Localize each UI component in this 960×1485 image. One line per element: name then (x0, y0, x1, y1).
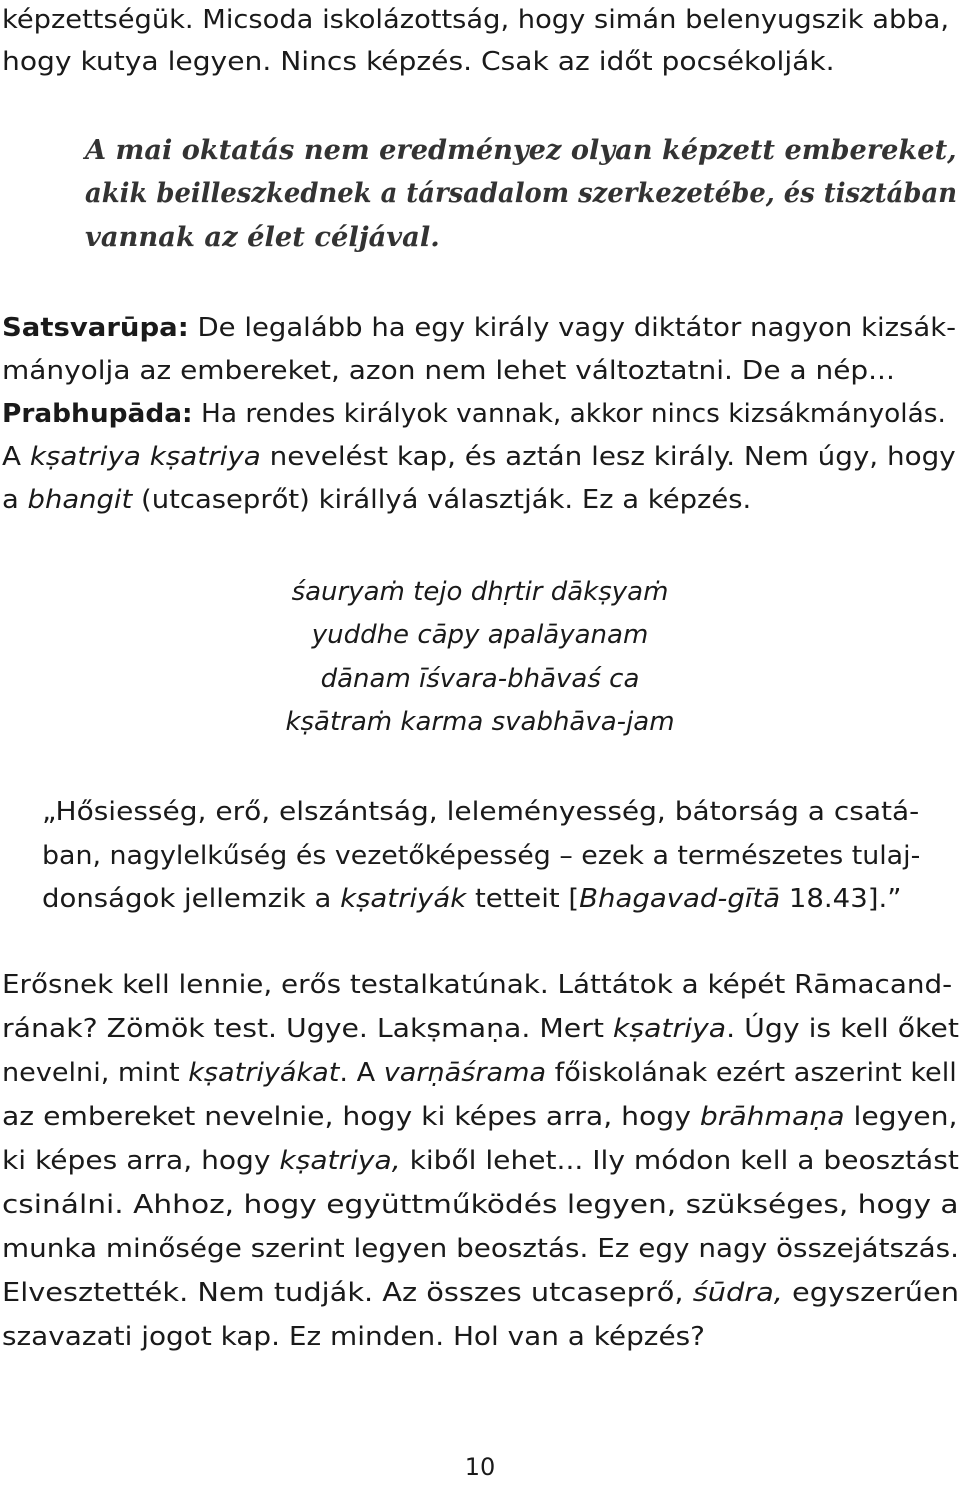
highlight-quote-line: A mai oktatás nem eredményez olyan képzett embereket, (85, 135, 957, 166)
body-text-line: képzettségük. Micsoda iskolázottság, hogy simán belenyugszik abba, (2, 5, 950, 35)
translation-line: ban, nagylelkűség és vezetőképesség – ezek a természetes tulaj- (42, 841, 921, 871)
verse-line: śauryaṁ tejo dhṛtir dākṣyaṁ (291, 577, 669, 607)
dialogue-line: a bhangit (utcaseprőt) királlyá választják. Ez a képzés. (2, 485, 752, 515)
dialogue-line: A kṣatriya kṣatriya nevelést kap, és aztán lesz király. Nem úgy, hogy (2, 442, 956, 472)
highlight-quote-line: akik beilleszkednek a társadalom szerkezetébe, és tisztában (85, 178, 958, 209)
speaker-name: Satsvarūpa: (2, 313, 189, 343)
verse-line: kṣātraṁ karma svabhāva-jam (285, 707, 675, 737)
dialogue-line: Prabhupāda: Ha rendes királyok vannak, akkor nincs kizsákmányolás. (2, 399, 946, 429)
page-number: 10 (464, 1453, 496, 1481)
verse-line: dānam īśvara-bhāvaś ca (320, 664, 640, 694)
body-text-line: az embereket nevelnie, hogy ki képes arra, hogy brāhmaṇa legyen, (2, 1102, 958, 1132)
body-text-line: csinálni. Ahhoz, hogy együttműködés legyen, szükséges, hogy a (2, 1190, 959, 1220)
body-text-line: munka minősége szerint legyen beosztás. Ez egy nagy összejátszás. (2, 1234, 960, 1264)
scripture-reference: Bhagavad-gītā (579, 884, 781, 914)
body-text-line: szavazati jogot kap. Ez minden. Hol van a képzés? (2, 1322, 705, 1352)
highlight-quote-line: vannak az élet céljával. (85, 222, 440, 253)
translation-line: „Hősiesség, erő, elszántság, leleményesség, bátorság a csatá- (42, 797, 920, 827)
speaker-name: Prabhupāda: (2, 399, 193, 429)
verse-line: yuddhe cāpy apalāyanam (311, 620, 649, 650)
dialogue-line: Satsvarūpa: De legalább ha egy király vagy diktátor nagyon kizsák- (2, 313, 957, 343)
dialogue-line: mányolja az embereket, azon nem lehet változtatni. De a nép... (2, 356, 895, 386)
body-text-line: hogy kutya legyen. Nincs képzés. Csak az időt pocsékolják. (2, 47, 835, 77)
body-text-line: ki képes arra, hogy kṣatriya, kiből lehet... Ily módon kell a beosztást (2, 1146, 959, 1176)
translation-line: donságok jellemzik a kṣatriyák tetteit [Bhagavad-gītā 18.43].” (42, 884, 902, 914)
body-text-line: nevelni, mint kṣatriyákat. A varṇāśrama főiskolának ezért aszerint kell (2, 1058, 957, 1088)
body-text-line: Erősnek kell lennie, erős testalkatúnak. Láttátok a képét Rāmacand- (2, 970, 953, 1000)
body-text-line: rának? Zömök test. Ugye. Lakṣmaṇa. Mert kṣatriya. Úgy is kell őket (2, 1014, 959, 1044)
body-text-line: Elvesztették. Nem tudják. Az összes utcaseprő, śūdra, egyszerűen (2, 1278, 959, 1308)
